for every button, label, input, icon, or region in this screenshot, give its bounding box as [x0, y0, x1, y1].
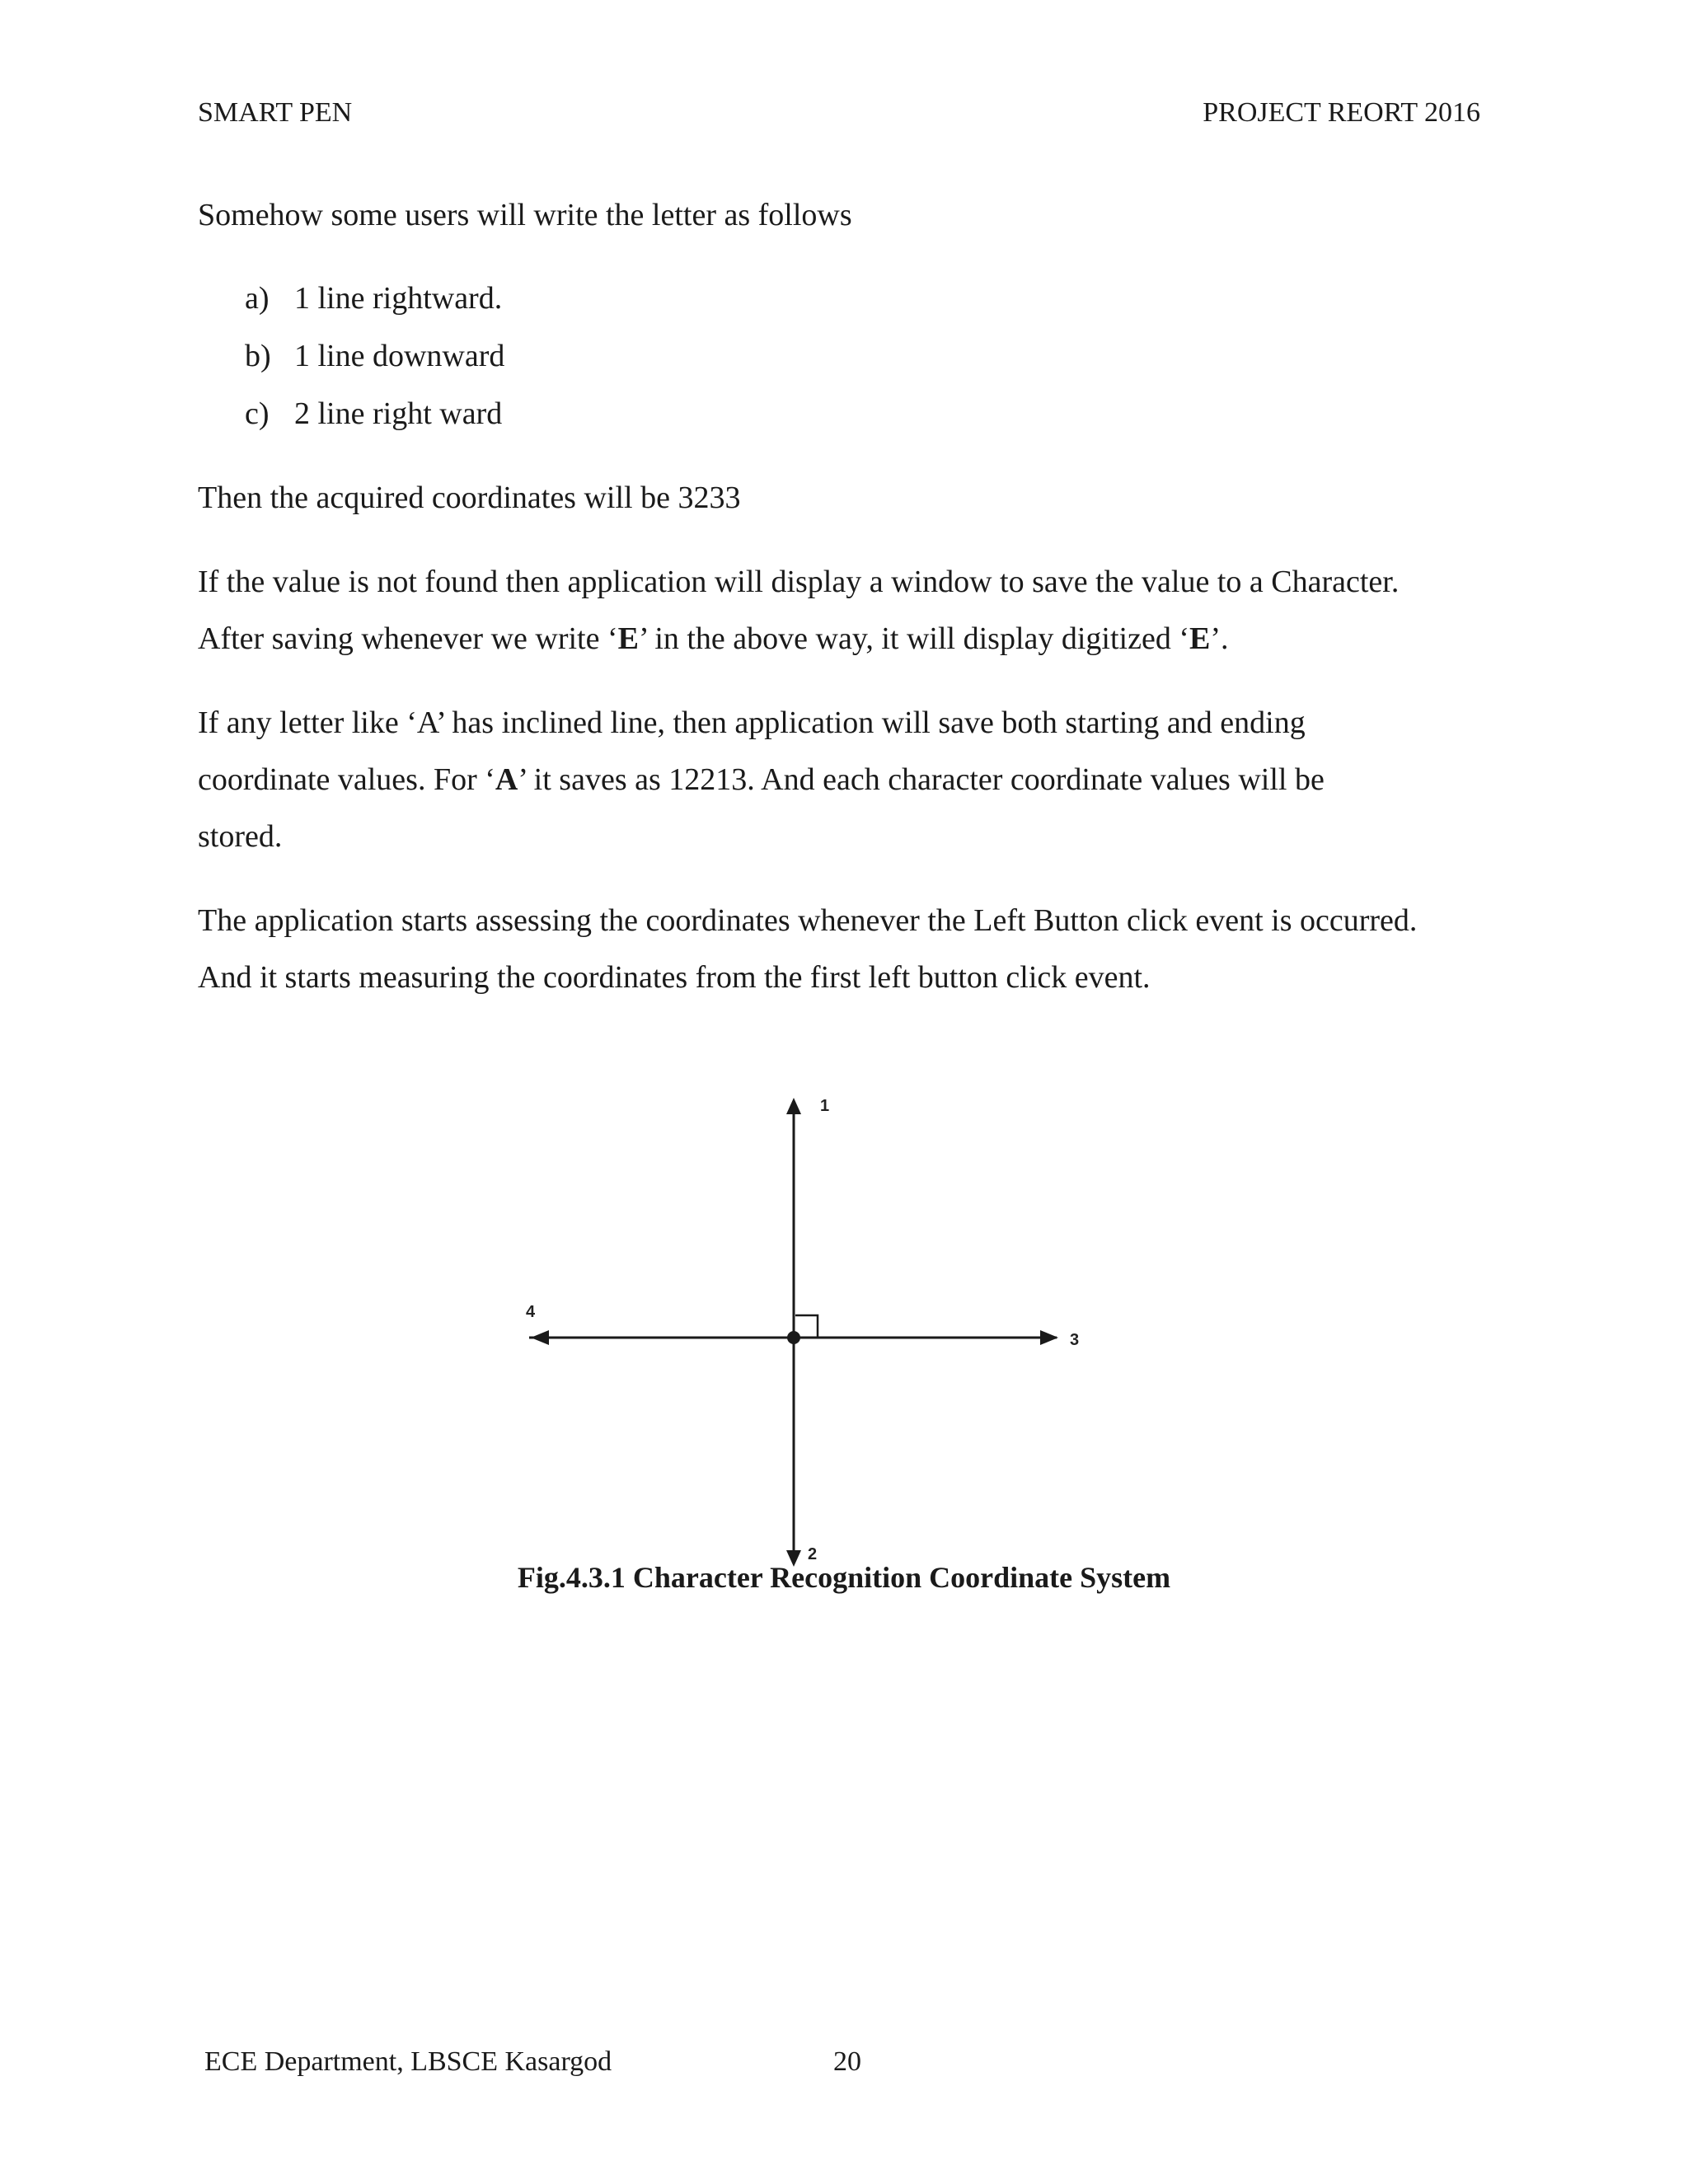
coordinates-paragraph: Then the acquired coordinates will be 3233: [198, 480, 741, 515]
save-paragraph-line-2: After saving whenever we write ‘E’ in the above way, it will display digitized ‘E’.: [198, 621, 1229, 656]
bold-letter-e: E: [1189, 621, 1211, 656]
incline-paragraph-line-1: If any letter like ‘A’ has inclined line, then application will save both starting and ending: [198, 705, 1306, 740]
axis-label-down: 2: [808, 1545, 818, 1563]
list-item-b: 1 line downward: [294, 339, 505, 373]
list-item-c: 2 line right ward: [294, 396, 503, 431]
bold-letter-a: A: [495, 762, 518, 797]
figure-caption: Fig.4.3.1 Character Recognition Coordinate System: [517, 1561, 1171, 1594]
list-item-a: 1 line rightward.: [294, 281, 503, 316]
list-marker-c: c): [245, 396, 270, 431]
click-paragraph-line-1: The application starts assessing the coordinates whenever the Left Button click event is occurred.: [198, 903, 1418, 938]
arrow-right-icon: [1040, 1330, 1058, 1345]
list-marker-b: b): [245, 339, 271, 373]
axis-label-left: 4: [526, 1303, 536, 1321]
axis-label-up: 1: [820, 1097, 830, 1115]
footer-department: ECE Department, LBSCE Kasargod: [204, 2046, 612, 2077]
arrow-left-icon: [531, 1330, 549, 1345]
running-header-report: PROJECT REORT 2016: [1203, 97, 1480, 128]
incline-paragraph-line-2: coordinate values. For ‘A’ it saves as 12213. And each character coordinate values will be: [198, 762, 1325, 797]
bold-letter-e: E: [617, 621, 639, 656]
incline-paragraph-line-3: stored.: [198, 819, 283, 854]
save-paragraph-line-1: If the value is not found then application will display a window to save the value to a Character.: [198, 565, 1400, 599]
origin-point: [787, 1331, 800, 1344]
list-marker-a: a): [245, 281, 270, 316]
intro-paragraph: Somehow some users will write the letter as follows: [198, 198, 852, 232]
page-number: 20: [833, 2046, 861, 2077]
click-paragraph-line-2: And it starts measuring the coordinates from the first left button click event.: [198, 960, 1151, 995]
axis-label-right: 3: [1070, 1331, 1080, 1349]
arrow-up-icon: [786, 1098, 801, 1114]
coordinate-system-diagram: [511, 1088, 1104, 1574]
running-header-title: SMART PEN: [198, 97, 353, 128]
